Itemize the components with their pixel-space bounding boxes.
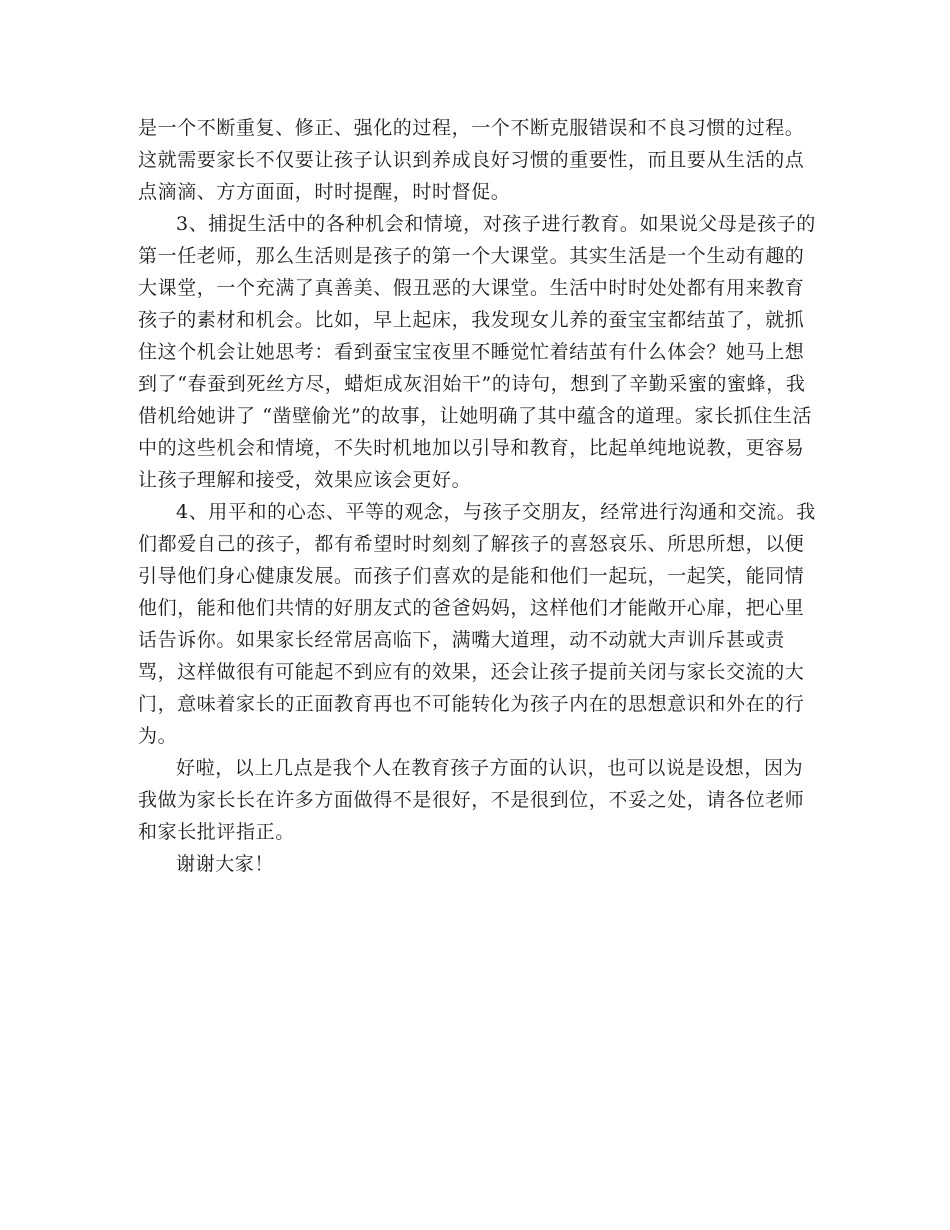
paragraph-closing: 好啦，以上几点是我个人在教育孩子方面的认识，也可以说是设想，因为我做为家长长在许多方面做得不是很好，不是很到位，不妥之处，请各位老师和家长批评指正。 xyxy=(138,757,805,843)
paragraph-thanks: 谢谢大家！ xyxy=(176,853,275,875)
paragraph-point-3: 3、捕捉生活中的各种机会和情境，对孩子进行教育。如果说父母是孩子的第一任老师，那么生活则是孩子的第一个大课堂。其实生活是一个生动有趣的大课堂，一个充满了真善美、假丑恶的大课堂。生活中时时处处都有用来教育孩子的素材和机会。比如，早上起床，我发现女儿养的蚕宝宝都结茧了，就抓住这个机会让她思考：看到蚕宝宝夜里不睡觉忙着结茧有什么体会？她马上想到了“春蚕到死丝方尽，蜡炬成灰泪始干”的诗句，想到了辛勤采蜜的蜜蜂，我借机给她讲了 “凿壁偷光”的故事，让她明确了其中蕴含的道理。家长抓住生活中的这些机会和情境，不失时机地加以引导和教育，比起单纯地说教，更容易让孩子理解和接受，效果应该会更好。 xyxy=(138,213,816,491)
paragraph-point-4: 4、用平和的心态、平等的观念，与孩子交朋友，经常进行沟通和交流。我们都爱自己的孩子，都有希望时时刻刻了解孩子的喜怒哀乐、所思所想，以便引导他们身心健康发展。而孩子们喜欢的是能和他们一起玩，一起笑，能同情他们，能和他们共情的好朋友式的爸爸妈妈，这样他们才能敞开心扉，把心里话告诉你。如果家长经常居高临下，满嘴大道理，动不动就大声训斥甚或责骂，这样做很有可能起不到应有的效果，还会让孩子提前关闭与家长交流的大门，意味着家长的正面教育再也不可能转化为孩子内在的思想意识和外在的行为。 xyxy=(138,501,816,747)
paragraph-continuation: 是一个不断重复、修正、强化的过程，一个不断克服错误和不良习惯的过程。这就需要家长不仅要让孩子认识到养成良好习惯的重要性，而且要从生活的点点滴滴、方方面面，时时提醒，时时督促。 xyxy=(138,117,805,203)
document-body xyxy=(138,112,818,880)
